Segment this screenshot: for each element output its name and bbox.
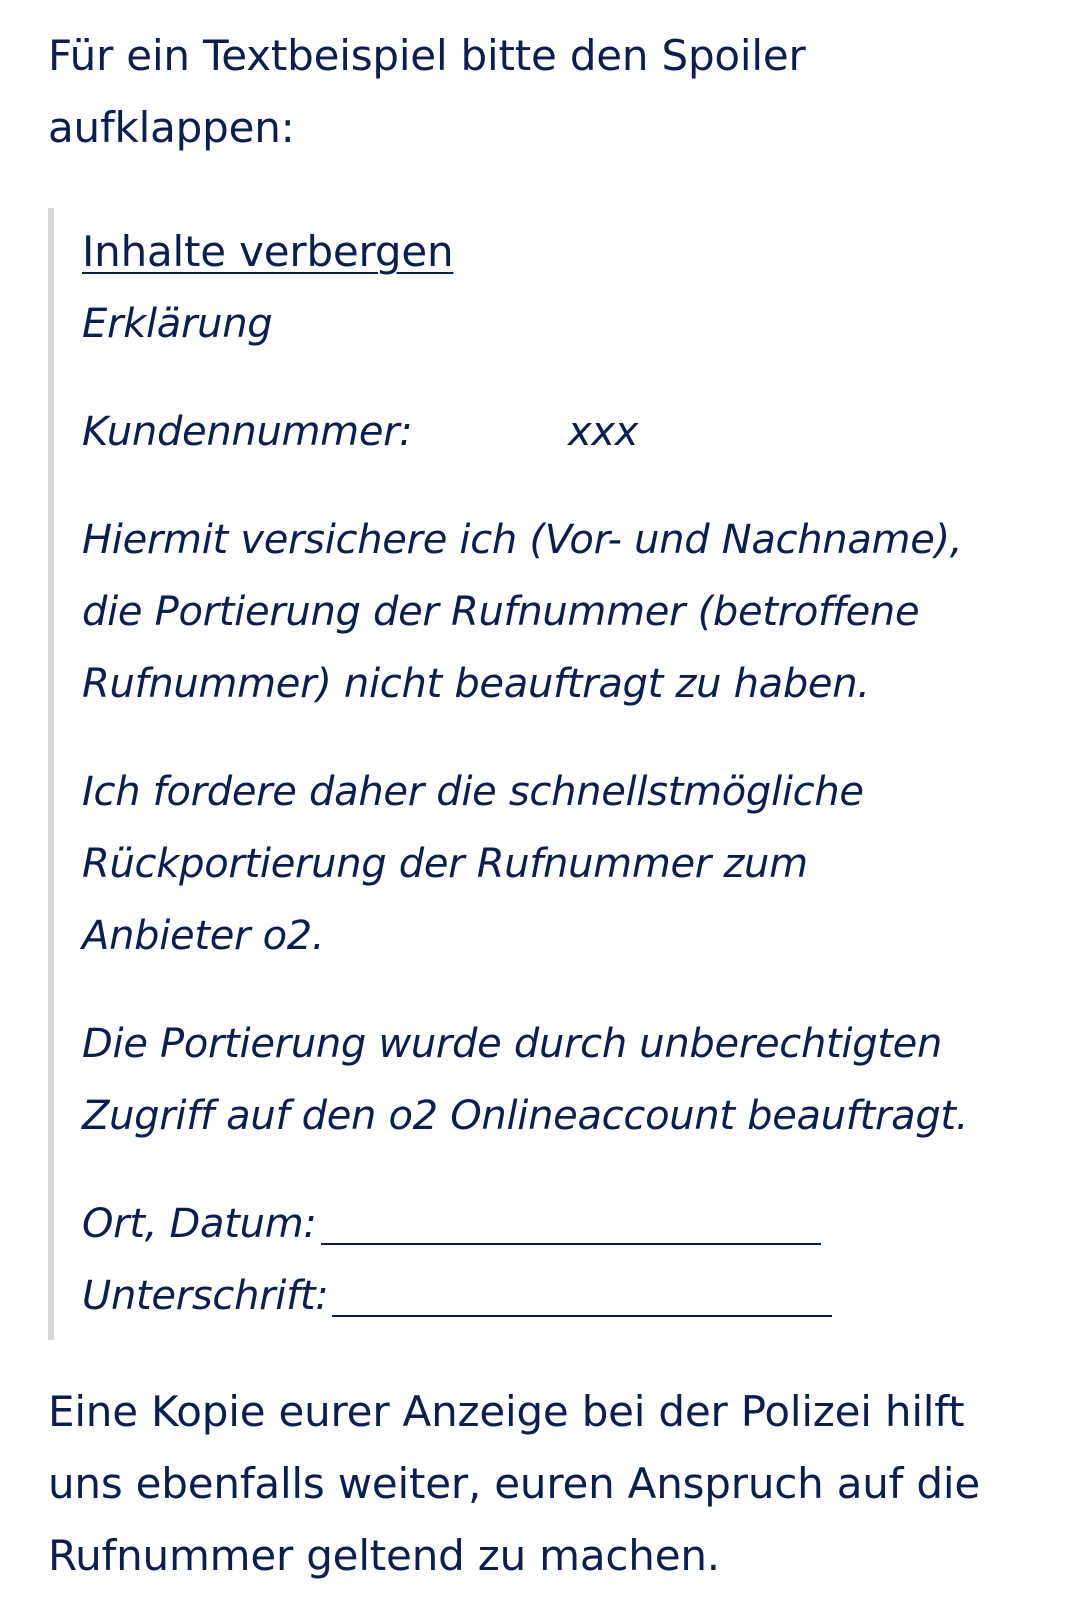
intro-line-1: Für ein Textbeispiel bitte den Spoiler <box>48 31 806 80</box>
letter-paragraph-2-line-2: Rückportierung der Rufnummer zum <box>82 841 808 887</box>
after-line-3: Rufnummer geltend zu machen. <box>48 1531 720 1580</box>
place-date-line <box>321 1243 821 1245</box>
place-date-label: Ort, Datum: <box>82 1201 317 1247</box>
letter-paragraph-3 <box>82 1008 1048 1152</box>
spoiler-toggle-link[interactable]: Inhalte verbergen <box>82 227 454 276</box>
signature-line <box>332 1315 832 1317</box>
post-content <box>48 20 1048 1592</box>
letter-paragraph-1-line-1: Hiermit versichere ich (Vor- und Nachname), <box>82 517 963 563</box>
spoiler-block <box>48 208 1048 1340</box>
spoiler-letter <box>82 288 1048 1332</box>
after-line-2: uns ebenfalls weiter, euren Anspruch auf die <box>48 1459 980 1508</box>
letter-paragraph-2-line-3: Anbieter o2. <box>82 913 325 959</box>
letter-heading: Erklärung <box>82 301 273 347</box>
customer-number-row <box>82 396 1048 468</box>
place-date-row <box>82 1188 1048 1260</box>
letter-paragraph-3-line-2: Zugriff auf den o2 Onlineaccount beauftragt. <box>82 1093 969 1139</box>
letter-paragraph-1-line-2: die Portierung der Rufnummer (betroffene <box>82 589 920 635</box>
letter-paragraph-1 <box>82 504 1048 720</box>
letter-paragraph-3-line-1: Die Portierung wurde durch unberechtigten <box>82 1021 943 1067</box>
letter-paragraph-2 <box>82 756 1048 972</box>
customer-number-label: Kundennummer: <box>82 409 413 455</box>
signature-row <box>82 1260 1048 1332</box>
intro-text <box>48 20 1048 164</box>
intro-line-2: aufklappen: <box>48 103 295 152</box>
after-spoiler-text <box>48 1376 1048 1592</box>
letter-paragraph-2-line-1: Ich fordere daher die schnellstmögliche <box>82 769 864 815</box>
after-line-1: Eine Kopie eurer Anzeige bei der Polizei hilft <box>48 1387 965 1436</box>
signature-label: Unterschrift: <box>82 1273 329 1319</box>
customer-number-value: xxx <box>568 409 639 455</box>
letter-paragraph-1-line-3: Rufnummer) nicht beauftragt zu haben. <box>82 661 870 707</box>
